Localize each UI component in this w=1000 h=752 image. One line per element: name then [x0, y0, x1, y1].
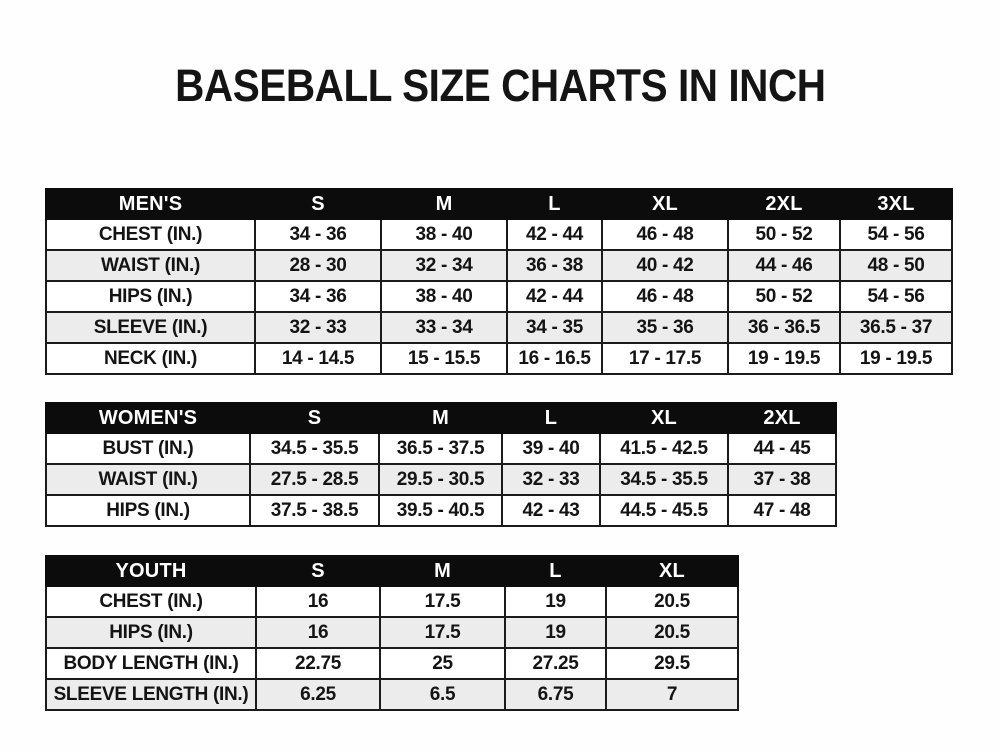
- womens-size-value-cell: 34.5 - 35.5: [600, 464, 728, 495]
- womens-size-value-cell: 44 - 45: [728, 433, 836, 464]
- youth-size-column-header: XL: [606, 556, 738, 586]
- womens-size-value-cell: 39 - 40: [502, 433, 600, 464]
- youth-table-row: [46, 586, 738, 617]
- mens-size-column-header: L: [507, 189, 602, 219]
- mens-size-value-cell: 38 - 40: [381, 219, 507, 250]
- youth-size-value-cell: 16: [256, 586, 380, 617]
- mens-size-column-header: XL: [602, 189, 728, 219]
- mens-size-value-cell: 19 - 19.5: [840, 343, 952, 374]
- youth-size-table: [45, 555, 739, 711]
- mens-size-value-cell: 34 - 36: [255, 281, 381, 312]
- mens-size-value-cell: 36.5 - 37: [840, 312, 952, 343]
- womens-size-table: [45, 402, 837, 527]
- youth-size-column-header: S: [256, 556, 380, 586]
- youth-table-row: [46, 679, 738, 710]
- youth-measurement-label-cell: HIPS (IN.): [46, 617, 256, 648]
- mens-measurement-label-cell: SLEEVE (IN.): [46, 312, 255, 343]
- youth-size-value-cell: 22.75: [256, 648, 380, 679]
- mens-size-column-header: 3XL: [840, 189, 952, 219]
- mens-size-value-cell: 34 - 35: [507, 312, 602, 343]
- womens-size-value-cell: 27.5 - 28.5: [250, 464, 379, 495]
- mens-size-value-cell: 40 - 42: [602, 250, 728, 281]
- mens-table-title-cell: MEN'S: [46, 189, 255, 219]
- youth-measurement-label-cell: SLEEVE LENGTH (IN.): [46, 679, 256, 710]
- womens-size-column-header: S: [250, 403, 379, 433]
- mens-size-value-cell: 42 - 44: [507, 281, 602, 312]
- womens-size-value-cell: 47 - 48: [728, 495, 836, 526]
- womens-size-value-cell: 34.5 - 35.5: [250, 433, 379, 464]
- womens-table-row: [46, 495, 836, 526]
- youth-size-column-header: L: [505, 556, 606, 586]
- mens-size-value-cell: 54 - 56: [840, 281, 952, 312]
- youth-size-value-cell: 19: [505, 586, 606, 617]
- mens-size-value-cell: 50 - 52: [728, 281, 840, 312]
- womens-size-column-header: 2XL: [728, 403, 836, 433]
- womens-header-row: [46, 403, 836, 433]
- mens-size-value-cell: 42 - 44: [507, 219, 602, 250]
- mens-size-value-cell: 36 - 38: [507, 250, 602, 281]
- mens-size-value-cell: 16 - 16.5: [507, 343, 602, 374]
- womens-measurement-label-cell: WAIST (IN.): [46, 464, 250, 495]
- youth-size-column-header: M: [380, 556, 505, 586]
- womens-table-title-cell: WOMEN'S: [46, 403, 250, 433]
- mens-header-row: [46, 189, 952, 219]
- womens-table-row: [46, 464, 836, 495]
- mens-size-value-cell: 17 - 17.5: [602, 343, 728, 374]
- youth-size-value-cell: 25: [380, 648, 505, 679]
- youth-size-value-cell: 16: [256, 617, 380, 648]
- page-title: BASEBALL SIZE CHARTS IN INCH: [174, 60, 826, 111]
- mens-table-row: [46, 343, 952, 374]
- mens-table-row: [46, 219, 952, 250]
- youth-table-title-cell: YOUTH: [46, 556, 256, 586]
- mens-size-value-cell: 15 - 15.5: [381, 343, 507, 374]
- womens-size-column-header: XL: [600, 403, 728, 433]
- womens-size-value-cell: 44.5 - 45.5: [600, 495, 728, 526]
- youth-size-value-cell: 17.5: [380, 586, 505, 617]
- mens-table-row: [46, 281, 952, 312]
- youth-size-value-cell: 27.25: [505, 648, 606, 679]
- womens-size-value-cell: 29.5 - 30.5: [379, 464, 502, 495]
- mens-size-value-cell: 28 - 30: [255, 250, 381, 281]
- womens-size-value-cell: 32 - 33: [502, 464, 600, 495]
- mens-size-column-header: M: [381, 189, 507, 219]
- mens-size-value-cell: 44 - 46: [728, 250, 840, 281]
- mens-measurement-label-cell: HIPS (IN.): [46, 281, 255, 312]
- womens-size-value-cell: 37.5 - 38.5: [250, 495, 379, 526]
- youth-size-value-cell: 20.5: [606, 617, 738, 648]
- mens-measurement-label-cell: WAIST (IN.): [46, 250, 255, 281]
- mens-size-value-cell: 50 - 52: [728, 219, 840, 250]
- mens-size-value-cell: 14 - 14.5: [255, 343, 381, 374]
- youth-size-value-cell: 6.75: [505, 679, 606, 710]
- title-area: [0, 60, 1000, 112]
- size-chart-page: [0, 60, 1000, 711]
- mens-measurement-label-cell: CHEST (IN.): [46, 219, 255, 250]
- mens-size-value-cell: 32 - 33: [255, 312, 381, 343]
- youth-table-row: [46, 648, 738, 679]
- youth-size-value-cell: 7: [606, 679, 738, 710]
- youth-table-row: [46, 617, 738, 648]
- womens-measurement-label-cell: HIPS (IN.): [46, 495, 250, 526]
- womens-measurement-label-cell: BUST (IN.): [46, 433, 250, 464]
- womens-size-value-cell: 41.5 - 42.5: [600, 433, 728, 464]
- mens-size-value-cell: 46 - 48: [602, 219, 728, 250]
- womens-size-value-cell: 36.5 - 37.5: [379, 433, 502, 464]
- mens-size-value-cell: 33 - 34: [381, 312, 507, 343]
- youth-measurement-label-cell: BODY LENGTH (IN.): [46, 648, 256, 679]
- womens-table-row: [46, 433, 836, 464]
- mens-size-value-cell: 35 - 36: [602, 312, 728, 343]
- mens-size-value-cell: 34 - 36: [255, 219, 381, 250]
- mens-size-value-cell: 48 - 50: [840, 250, 952, 281]
- mens-size-value-cell: 32 - 34: [381, 250, 507, 281]
- youth-size-value-cell: 17.5: [380, 617, 505, 648]
- womens-size-column-header: L: [502, 403, 600, 433]
- womens-size-value-cell: 42 - 43: [502, 495, 600, 526]
- youth-size-value-cell: 19: [505, 617, 606, 648]
- youth-header-row: [46, 556, 738, 586]
- youth-size-value-cell: 6.25: [256, 679, 380, 710]
- mens-size-column-header: S: [255, 189, 381, 219]
- size-tables: [45, 188, 1000, 711]
- youth-size-value-cell: 6.5: [380, 679, 505, 710]
- mens-size-table: [45, 188, 953, 375]
- womens-size-value-cell: 37 - 38: [728, 464, 836, 495]
- womens-size-column-header: M: [379, 403, 502, 433]
- mens-size-value-cell: 36 - 36.5: [728, 312, 840, 343]
- mens-table-row: [46, 250, 952, 281]
- mens-size-value-cell: 19 - 19.5: [728, 343, 840, 374]
- mens-size-column-header: 2XL: [728, 189, 840, 219]
- youth-size-value-cell: 20.5: [606, 586, 738, 617]
- mens-size-value-cell: 38 - 40: [381, 281, 507, 312]
- mens-measurement-label-cell: NECK (IN.): [46, 343, 255, 374]
- womens-size-value-cell: 39.5 - 40.5: [379, 495, 502, 526]
- mens-size-value-cell: 46 - 48: [602, 281, 728, 312]
- mens-size-value-cell: 54 - 56: [840, 219, 952, 250]
- youth-size-value-cell: 29.5: [606, 648, 738, 679]
- youth-measurement-label-cell: CHEST (IN.): [46, 586, 256, 617]
- mens-table-row: [46, 312, 952, 343]
